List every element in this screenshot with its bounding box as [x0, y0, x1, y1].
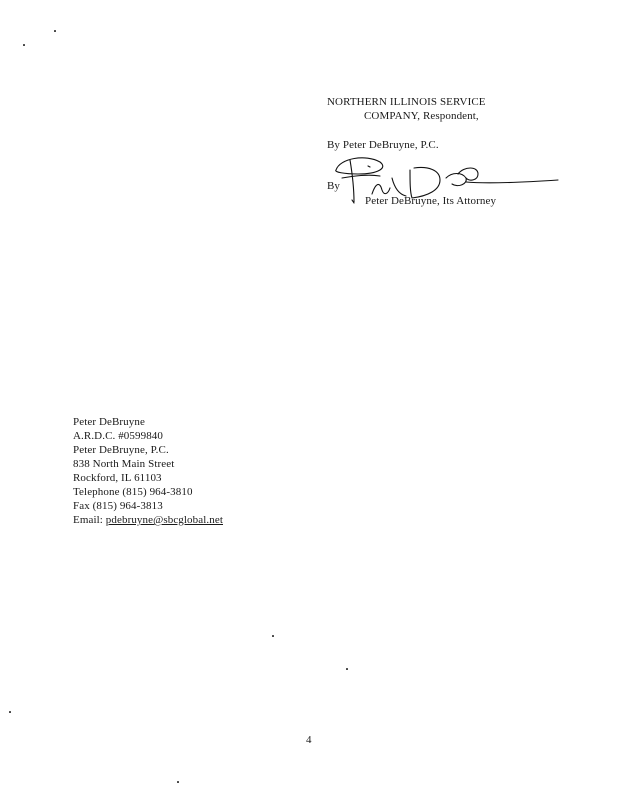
firm-name: Peter DeBruyne, P.C. [73, 444, 169, 456]
scan-speck [346, 668, 348, 670]
city-state-zip: Rockford, IL 61103 [73, 472, 162, 484]
scan-speck [23, 44, 25, 46]
fax-number: Fax (815) 964-3813 [73, 500, 163, 512]
by-label: By [327, 180, 341, 192]
ardc-number: A.R.D.C. #0599840 [73, 430, 164, 442]
attorney-line: Peter DeBruyne, Its Attorney [365, 195, 497, 207]
telephone-number: Telephone (815) 964-3810 [73, 486, 193, 498]
by-firm-line: By Peter DeBruyne, P.C. [327, 139, 439, 151]
scan-speck [54, 30, 56, 32]
street-address: 838 North Main Street [73, 458, 175, 470]
party-name-line1: NORTHERN ILLINOIS SERVICE [327, 96, 486, 108]
scan-speck [272, 635, 274, 637]
scan-speck [9, 711, 11, 713]
attorney-name: Peter DeBruyne [73, 416, 145, 428]
party-name-line2: COMPANY, Respondent, [364, 110, 479, 122]
page-number: 4 [306, 734, 312, 746]
email-label: Email: [73, 514, 106, 526]
email-line [73, 513, 223, 527]
scan-speck [177, 781, 179, 783]
email-link[interactable]: pdebruyne@sbcglobal.net [105, 514, 223, 526]
